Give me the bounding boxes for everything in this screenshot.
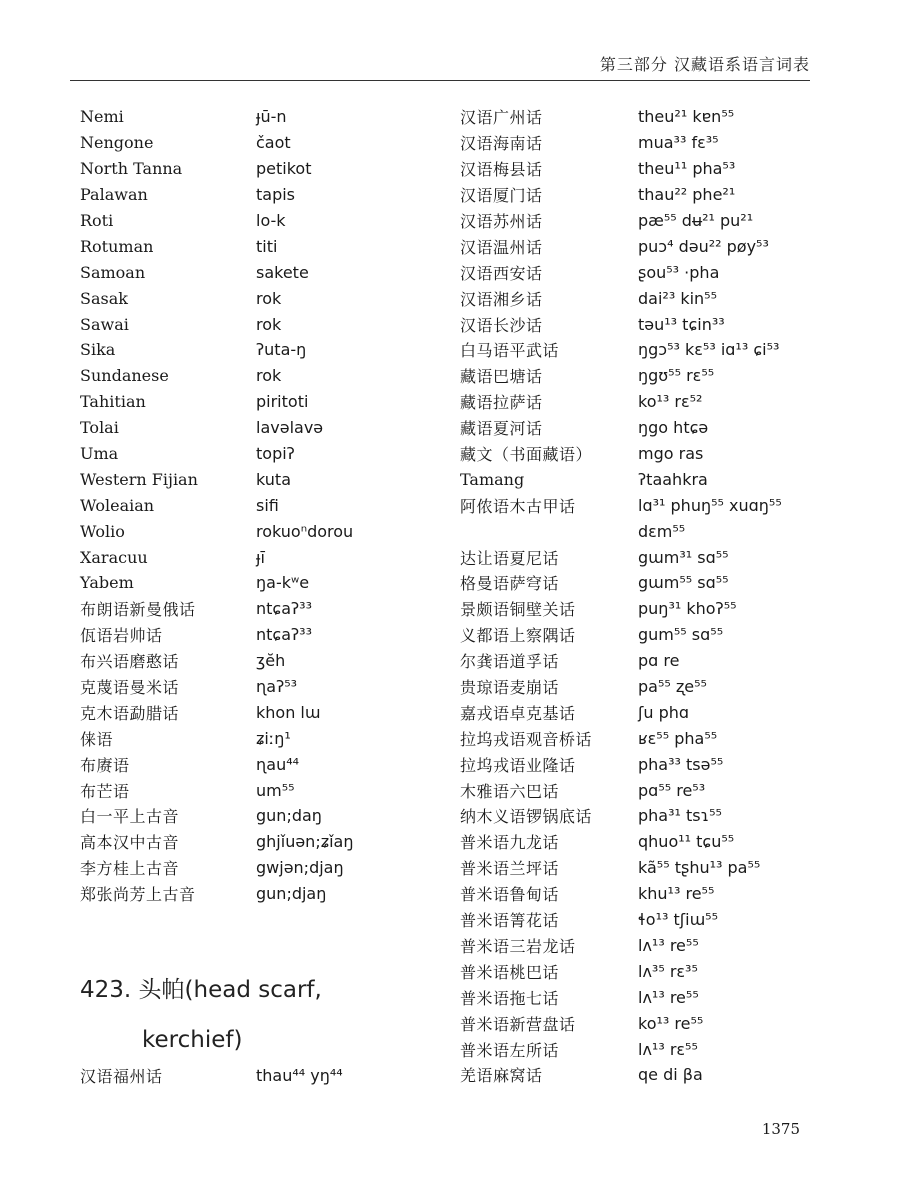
word-form: puɔ⁴ dəu²² pøy⁵³ [638, 236, 769, 256]
language-name: 格曼语萨穹话 [460, 574, 560, 594]
entry-row [460, 130, 860, 156]
entry-row [460, 933, 860, 959]
word-form: ɳau⁴⁴ [256, 754, 300, 774]
entry-row [460, 363, 860, 389]
entry-row [460, 441, 860, 467]
language-name: Rotuman [80, 236, 154, 256]
entry-row [460, 1010, 860, 1036]
language-name: 汉语厦门话 [460, 186, 543, 206]
entry-row [80, 1063, 440, 1089]
word-form: gɯm³¹ sɑ⁵⁵ [638, 547, 729, 567]
word-form: topiʔ [256, 444, 295, 464]
word-form: ɳaʔ⁵³ [256, 677, 298, 697]
language-name: 高本汉中古音 [80, 833, 180, 853]
language-name: Tahitian [80, 392, 146, 412]
entry-row [460, 674, 860, 700]
language-name: 俫语 [80, 729, 114, 749]
entry-row [460, 803, 860, 829]
language-name: Nengone [80, 133, 154, 153]
language-name: Uma [80, 444, 119, 464]
word-form: kã⁵⁵ tʂhu¹³ pa⁵⁵ [638, 858, 761, 878]
entry-row [460, 233, 860, 259]
language-name: 羌语麻窝话 [460, 1066, 543, 1086]
entry-row [460, 285, 860, 311]
language-name: 尔龚语道孚话 [460, 652, 560, 672]
language-name: 布朗语新曼俄话 [80, 600, 196, 620]
entry-row [80, 285, 440, 311]
language-name: Sasak [80, 288, 128, 308]
entry-row [80, 363, 440, 389]
entry-row [80, 544, 440, 570]
entry-row [460, 907, 860, 933]
word-form: ko¹³ rɛ⁵² [638, 392, 703, 412]
entry-row [460, 622, 860, 648]
section-title-line2: kerchief) [142, 1027, 243, 1053]
entry-row [80, 570, 440, 596]
word-form: lʌ³⁵ rɛ³⁵ [638, 961, 698, 981]
language-name: 布赓语 [80, 755, 130, 775]
language-name: 普米语九龙话 [460, 833, 560, 853]
word-form: pa⁵⁵ ʐe⁵⁵ [638, 677, 707, 697]
word-form: gɯm⁵⁵ sɑ⁵⁵ [638, 573, 729, 593]
word-form: khon lɯ [256, 702, 321, 722]
language-name: 藏语夏河话 [460, 419, 543, 439]
word-form: ntɕaʔ³³ [256, 599, 313, 619]
entry-row [80, 259, 440, 285]
language-name: Sundanese [80, 366, 169, 386]
language-name: Xaracuu [80, 547, 148, 567]
entry-row [460, 544, 860, 570]
entry-row [80, 182, 440, 208]
entry-row [80, 725, 440, 751]
word-form: rok [256, 366, 282, 386]
entry-row [80, 466, 440, 492]
entry-row [460, 1062, 860, 1088]
entry-row [460, 829, 860, 855]
language-name: Tamang [460, 469, 525, 489]
language-name: 普米语新营盘话 [460, 1014, 576, 1034]
word-form: qhuo¹¹ tɕu⁵⁵ [638, 832, 735, 852]
language-name: Palawan [80, 185, 148, 205]
word-form: lo-k [256, 211, 286, 230]
entry-row [80, 311, 440, 337]
language-name: 拉坞戎语观音桥话 [460, 729, 593, 749]
entry-row [460, 777, 860, 803]
language-name: 汉语温州话 [460, 237, 543, 257]
language-name: North Tanna [80, 159, 183, 179]
word-form: ntɕaʔ³³ [256, 625, 313, 645]
language-name: Sika [80, 340, 116, 360]
language-name: 普米语拖七话 [460, 988, 560, 1008]
word-form: lɑ³¹ phuŋ⁵⁵ xuɑŋ⁵⁵ [638, 495, 782, 515]
language-name: 普米语鲁甸话 [460, 885, 560, 905]
language-name: 克蔑语曼米话 [80, 678, 180, 698]
language-name: 汉语广州话 [460, 108, 543, 128]
entry-row [460, 492, 860, 518]
entry-row [80, 233, 440, 259]
word-form: mgo ras [638, 444, 704, 464]
word-form: titi [256, 236, 278, 256]
language-name: 拉坞戎语业隆话 [460, 755, 576, 775]
section-title-line1: 头帕(head scarf, [138, 977, 322, 1003]
word-form: dai²³ kin⁵⁵ [638, 288, 717, 308]
language-name: 汉语海南话 [460, 134, 543, 154]
word-form: ɟū-n [256, 107, 287, 127]
word-form: pha³¹ tsɿ⁵⁵ [638, 806, 722, 826]
language-name: Roti [80, 211, 114, 230]
word-form: ŋgʊ⁵⁵ rɛ⁵⁵ [638, 366, 715, 386]
after-heading-entry [80, 1063, 440, 1089]
entry-row [460, 182, 860, 208]
entry-row [80, 829, 440, 855]
word-form: rok [256, 288, 282, 308]
language-name: 普米语三岩龙话 [460, 936, 576, 956]
language-name: 纳木义语锣锅底话 [460, 807, 593, 827]
language-name: 克木语勐腊话 [80, 703, 180, 723]
word-form: lavəlavə [256, 418, 324, 438]
word-form: rokuoⁿdorou [256, 521, 354, 541]
entry-row [460, 881, 860, 907]
word-form: lʌ¹³ rɛ⁵⁵ [638, 1039, 698, 1059]
entry-row [80, 415, 440, 441]
language-name: 景颇语铜壁关话 [460, 600, 576, 620]
word-form: sakete [256, 262, 309, 282]
word-form: mua³³ fɛ³⁵ [638, 133, 719, 153]
entry-row [80, 518, 440, 544]
entry-row [80, 699, 440, 725]
entry-row [460, 156, 860, 182]
entry-row [460, 518, 860, 544]
entry-row [80, 855, 440, 881]
entry-row [80, 156, 440, 182]
word-form: pæ⁵⁵ dʉ²¹ pu²¹ [638, 211, 754, 230]
page-number: 1375 [761, 1120, 800, 1138]
word-form: theu²¹ kɐn⁵⁵ [638, 107, 735, 127]
language-name: Yabem [80, 573, 134, 593]
word-form: təu¹³ tɕin³³ [638, 314, 725, 334]
word-form: tapis [256, 185, 296, 205]
language-name: 白马语平武话 [460, 341, 560, 361]
word-form: ʔuta-ŋ [256, 340, 307, 360]
word-form: ʔtaahkra [638, 469, 708, 489]
language-name: 汉语西安话 [460, 263, 543, 283]
word-form: ŋgɔ⁵³ kɛ⁵³ iɑ¹³ ɕi⁵³ [638, 340, 780, 360]
entry-row [460, 648, 860, 674]
word-form: ʂou⁵³ ·pha [638, 262, 720, 282]
entry-row [460, 596, 860, 622]
entry-row [80, 674, 440, 700]
language-name: 布兴语磨憨话 [80, 652, 180, 672]
entry-row [80, 104, 440, 130]
word-form: lʌ¹³ re⁵⁵ [638, 935, 699, 955]
word-form: rok [256, 314, 282, 334]
word-form: theu¹¹ pha⁵³ [638, 159, 736, 179]
word-form: puŋ³¹ khoʔ⁵⁵ [638, 599, 737, 619]
word-form: gum⁵⁵ sɑ⁵⁵ [638, 625, 724, 645]
word-form: petikot [256, 159, 312, 179]
entry-row [80, 337, 440, 363]
entry-row [460, 958, 860, 984]
language-name: Tolai [80, 418, 119, 438]
language-name: 藏语巴塘话 [460, 367, 543, 387]
entry-row [80, 648, 440, 674]
section-number: 423. [80, 977, 132, 1003]
word-form: ʃu phɑ [638, 702, 690, 722]
language-name: 佤语岩帅话 [80, 626, 163, 646]
language-name: 贵琼语麦崩话 [460, 678, 560, 698]
word-form: ʁɛ⁵⁵ pha⁵⁵ [638, 728, 718, 748]
entry-row [460, 1036, 860, 1062]
language-name: 汉语湘乡话 [460, 289, 543, 309]
word-form: ɟī [256, 547, 265, 567]
language-name: Sawai [80, 314, 129, 334]
language-name: 嘉戎语卓克基话 [460, 703, 576, 723]
language-name: 汉语长沙话 [460, 315, 543, 335]
language-name: 白一平上古音 [80, 807, 180, 827]
language-name: 藏语拉萨话 [460, 393, 543, 413]
entry-row [460, 259, 860, 285]
entry-row [80, 492, 440, 518]
word-form: kuta [256, 469, 291, 489]
word-form: pɑ⁵⁵ re⁵³ [638, 780, 706, 800]
entry-row [80, 881, 440, 907]
word-form: čaot [256, 133, 291, 153]
header-title: 第三部分 汉藏语系语言词表 [599, 55, 810, 74]
entry-row [460, 699, 860, 725]
entry-row [460, 466, 860, 492]
entry-row [80, 777, 440, 803]
running-header [70, 46, 810, 81]
language-name: 木雅语六巴话 [460, 781, 560, 801]
entry-row [80, 441, 440, 467]
section-heading [80, 965, 420, 1065]
left-column [80, 104, 440, 907]
word-form: gun;djaŋ [256, 884, 327, 904]
word-form: ko¹³ re⁵⁵ [638, 1013, 704, 1033]
word-form: ghjǐuən;ʑǐaŋ [256, 832, 354, 852]
entry-row [80, 208, 440, 234]
language-name: 李方桂上古音 [80, 859, 180, 879]
entry-row [460, 570, 860, 596]
entry-row [460, 725, 860, 751]
word-form: ʑiːŋ¹ [256, 728, 291, 748]
language-name: 普米语左所话 [460, 1040, 560, 1060]
word-form: ʒĕh [256, 651, 286, 671]
word-form: thau²² phe²¹ [638, 185, 736, 205]
language-name: 普米语兰坪话 [460, 859, 560, 879]
word-form: pɑ re [638, 651, 680, 671]
word-form: gun;daŋ [256, 806, 322, 826]
language-name: Woleaian [80, 495, 155, 515]
entry-row [80, 389, 440, 415]
language-name: 阿侬语木古甲话 [460, 496, 576, 516]
entry-row [460, 855, 860, 881]
entry-row [80, 130, 440, 156]
entry-row [80, 622, 440, 648]
word-form: ŋgo htɕə [638, 418, 709, 438]
language-name: 汉语梅县话 [460, 160, 543, 180]
entry-row [80, 596, 440, 622]
language-name: Western Fijian [80, 469, 198, 489]
language-name: 义都语上察隅话 [460, 626, 576, 646]
word-form: gwjən;djaŋ [256, 858, 344, 878]
language-name: 藏文（书面藏语） [460, 445, 593, 465]
word-form: sifi [256, 495, 279, 515]
word-form: qe di βa [638, 1065, 703, 1085]
entry-row [80, 803, 440, 829]
right-column [460, 104, 860, 1088]
word-form: thau⁴⁴ yŋ⁴⁴ [256, 1066, 343, 1086]
word-form: um⁵⁵ [256, 780, 295, 800]
language-name: 郑张尚芳上古音 [80, 885, 196, 905]
entry-row [460, 389, 860, 415]
entry-row [80, 751, 440, 777]
entry-row [460, 104, 860, 130]
language-name: 普米语桃巴话 [460, 962, 560, 982]
word-form: lʌ¹³ re⁵⁵ [638, 987, 699, 1007]
word-form: ɬo¹³ tʃiɯ⁵⁵ [638, 910, 719, 930]
language-name: 普米语箐花话 [460, 911, 560, 931]
entry-row [460, 208, 860, 234]
word-form: ŋa-kʷe [256, 573, 310, 593]
language-name: 布芒语 [80, 781, 130, 801]
word-form: dɛm⁵⁵ [638, 521, 686, 541]
language-name: Samoan [80, 262, 146, 282]
word-form: khu¹³ re⁵⁵ [638, 884, 715, 904]
entry-row [460, 751, 860, 777]
language-name: Nemi [80, 107, 124, 127]
word-form: pha³³ tsə⁵⁵ [638, 754, 724, 774]
entry-row [460, 337, 860, 363]
language-name: 达让语夏尼话 [460, 548, 560, 568]
language-name: Wolio [80, 521, 125, 541]
language-name: 汉语苏州话 [460, 212, 543, 231]
entry-row [460, 311, 860, 337]
word-form: piritoti [256, 392, 309, 412]
language-name: 汉语福州话 [80, 1067, 163, 1087]
entry-row [460, 415, 860, 441]
entry-row [460, 984, 860, 1010]
